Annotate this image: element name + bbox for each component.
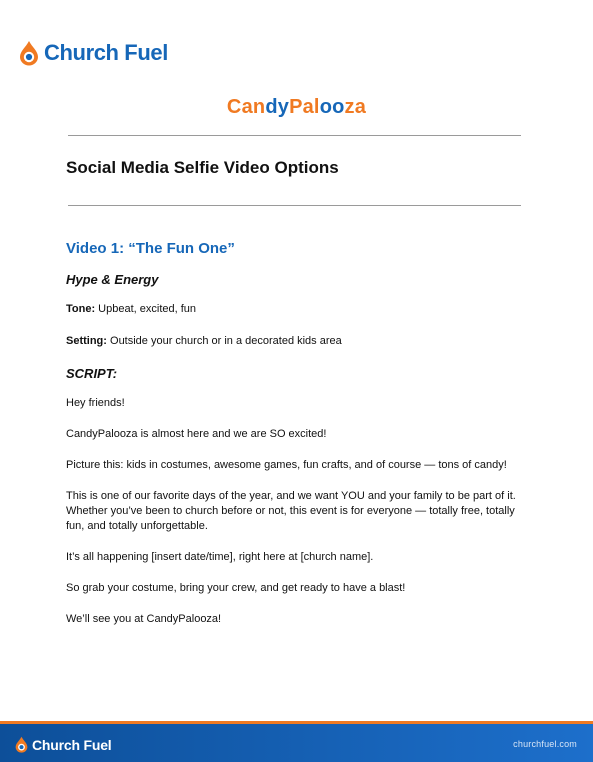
footer-logo-text: Church Fuel <box>32 736 112 753</box>
script-content <box>66 240 528 643</box>
footer-bar <box>0 721 593 762</box>
event-title <box>0 96 593 119</box>
script-paragraph: This is one of our favorite days of the year, and we want YOU and your family to be part of it. Whether you’ve been to church before or not, this event is for everyone — totally free, totally fun, and totally unforgettable. <box>66 490 516 532</box>
setting-value: Outside your church or in a decorated kids area <box>106 335 342 347</box>
event-title-part: Can <box>226 96 266 118</box>
script-label: SCRIPT: <box>66 366 118 381</box>
divider-top <box>68 135 521 136</box>
event-title-part: oo <box>319 96 345 118</box>
script-paragraph: Picture this: kids in costumes, awesome games, fun crafts, and of course — tons of candy! <box>66 459 507 471</box>
setting-label: Setting: <box>66 335 107 347</box>
tone-value: Upbeat, excited, fun <box>95 303 197 315</box>
divider-bottom <box>68 205 521 206</box>
event-title-part: dy <box>265 96 290 118</box>
flame-drop-icon <box>19 40 39 66</box>
footer-url[interactable]: churchfuel.com <box>513 739 577 749</box>
church-fuel-logo <box>19 40 168 66</box>
script-paragraph: So grab your costume, bring your crew, and get ready to have a blast! <box>66 582 406 594</box>
script-paragraph: We’ll see you at CandyPalooza! <box>66 613 222 625</box>
tone-label: Tone: <box>66 303 96 315</box>
flame-drop-icon <box>15 736 28 753</box>
event-title-part: za <box>344 96 367 118</box>
document-title: Social Media Selfie Video Options <box>66 158 339 177</box>
script-paragraph: Hey friends! <box>66 397 125 409</box>
setting-line <box>66 334 528 348</box>
event-title-part: Pal <box>289 96 320 118</box>
script-paragraph: CandyPalooza is almost here and we are SO excited! <box>66 428 327 440</box>
video-heading: Video 1: “The Fun One” <box>66 240 235 257</box>
logo-text: Church Fuel <box>44 40 168 65</box>
script-paragraph: It’s all happening [insert date/time], right here at [church name]. <box>66 551 374 563</box>
video-subheading: Hype & Energy <box>66 272 159 287</box>
tone-line <box>66 302 528 316</box>
footer-logo <box>15 736 111 753</box>
